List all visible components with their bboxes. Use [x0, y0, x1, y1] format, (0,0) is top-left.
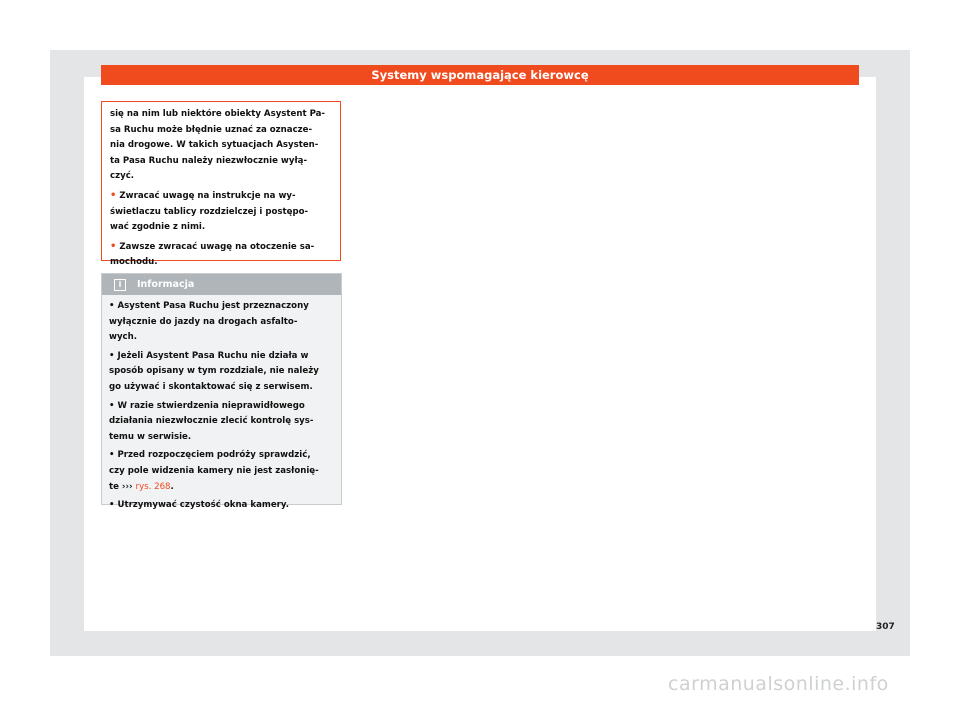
- warning-paragraph: [110, 107, 332, 185]
- info-line: • Przed rozpoczęciem podróży sprawdzić,: [109, 450, 311, 461]
- section-title: Systemy wspomagające kierowcę: [371, 68, 589, 82]
- info-line: .: [170, 481, 174, 492]
- info-box: [101, 273, 342, 511]
- warning-line: mochodu.: [110, 257, 158, 268]
- watermark: carmanualsonline.info: [668, 673, 889, 695]
- info-bullet: [109, 399, 331, 446]
- info-header: [102, 274, 341, 295]
- info-line: te ›››: [109, 481, 136, 492]
- warning-line: sa Ruchu może błędnie uznać za oznacze-: [110, 124, 313, 135]
- info-body: [102, 295, 341, 514]
- info-line: go używać i skontaktować się z serwisem.: [109, 381, 313, 392]
- figure-link[interactable]: rys. 268: [135, 481, 171, 492]
- warning-box: [101, 101, 341, 268]
- info-line: • Asystent Pasa Ruchu jest przeznaczony: [109, 301, 309, 311]
- warning-line: ta Pasa Ruchu należy niezwłocznie wyłą-: [110, 155, 308, 166]
- warning-line: nia drogowe. W takich sytuacjach Asysten-: [110, 140, 319, 151]
- info-bullet: [109, 448, 331, 495]
- info-bullet: [109, 299, 331, 346]
- info-title: Informacja: [137, 279, 195, 290]
- info-bullet: [109, 498, 331, 514]
- warning-bullet: [110, 188, 332, 236]
- page-number: 307: [876, 622, 895, 632]
- info-line: działania niezwłocznie zlecić kontrolę sys-: [109, 416, 314, 427]
- warning-line: Zwracać uwagę na instrukcje na wy-: [119, 190, 296, 201]
- info-line: wyłącznie do jazdy na drogach asfalto-: [109, 316, 298, 327]
- info-line: • W razie stwierdzenia nieprawidłowego: [109, 400, 305, 411]
- warning-line: Zawsze zwracać uwagę na otoczenie sa-: [119, 241, 315, 252]
- section-header: [101, 65, 859, 85]
- bullet-icon: •: [110, 189, 117, 201]
- info-line: czy pole widzenia kamery nie jest zasłonię-: [109, 465, 319, 476]
- info-line: sposób opisany w tym rozdziale, nie należy: [109, 366, 319, 377]
- warning-line: świetlaczu tablicy rozdzielczej i postępo-: [110, 206, 309, 217]
- info-bullet: [109, 349, 331, 396]
- info-line: • Utrzymywać czystość okna kamery.: [109, 500, 289, 511]
- info-line: temu w serwisie.: [109, 431, 192, 442]
- info-line: • Jeżeli Asystent Pasa Ruchu nie działa w: [109, 350, 309, 361]
- bullet-icon: •: [110, 240, 117, 252]
- warning-line: się na nim lub niektóre obiekty Asystent Pa-: [110, 109, 326, 119]
- info-line: wych.: [109, 332, 138, 343]
- warning-line: czyć.: [110, 171, 135, 182]
- info-icon: i: [114, 279, 126, 291]
- warning-bullet: [110, 239, 332, 271]
- warning-line: wać zgodnie z nimi.: [110, 222, 206, 233]
